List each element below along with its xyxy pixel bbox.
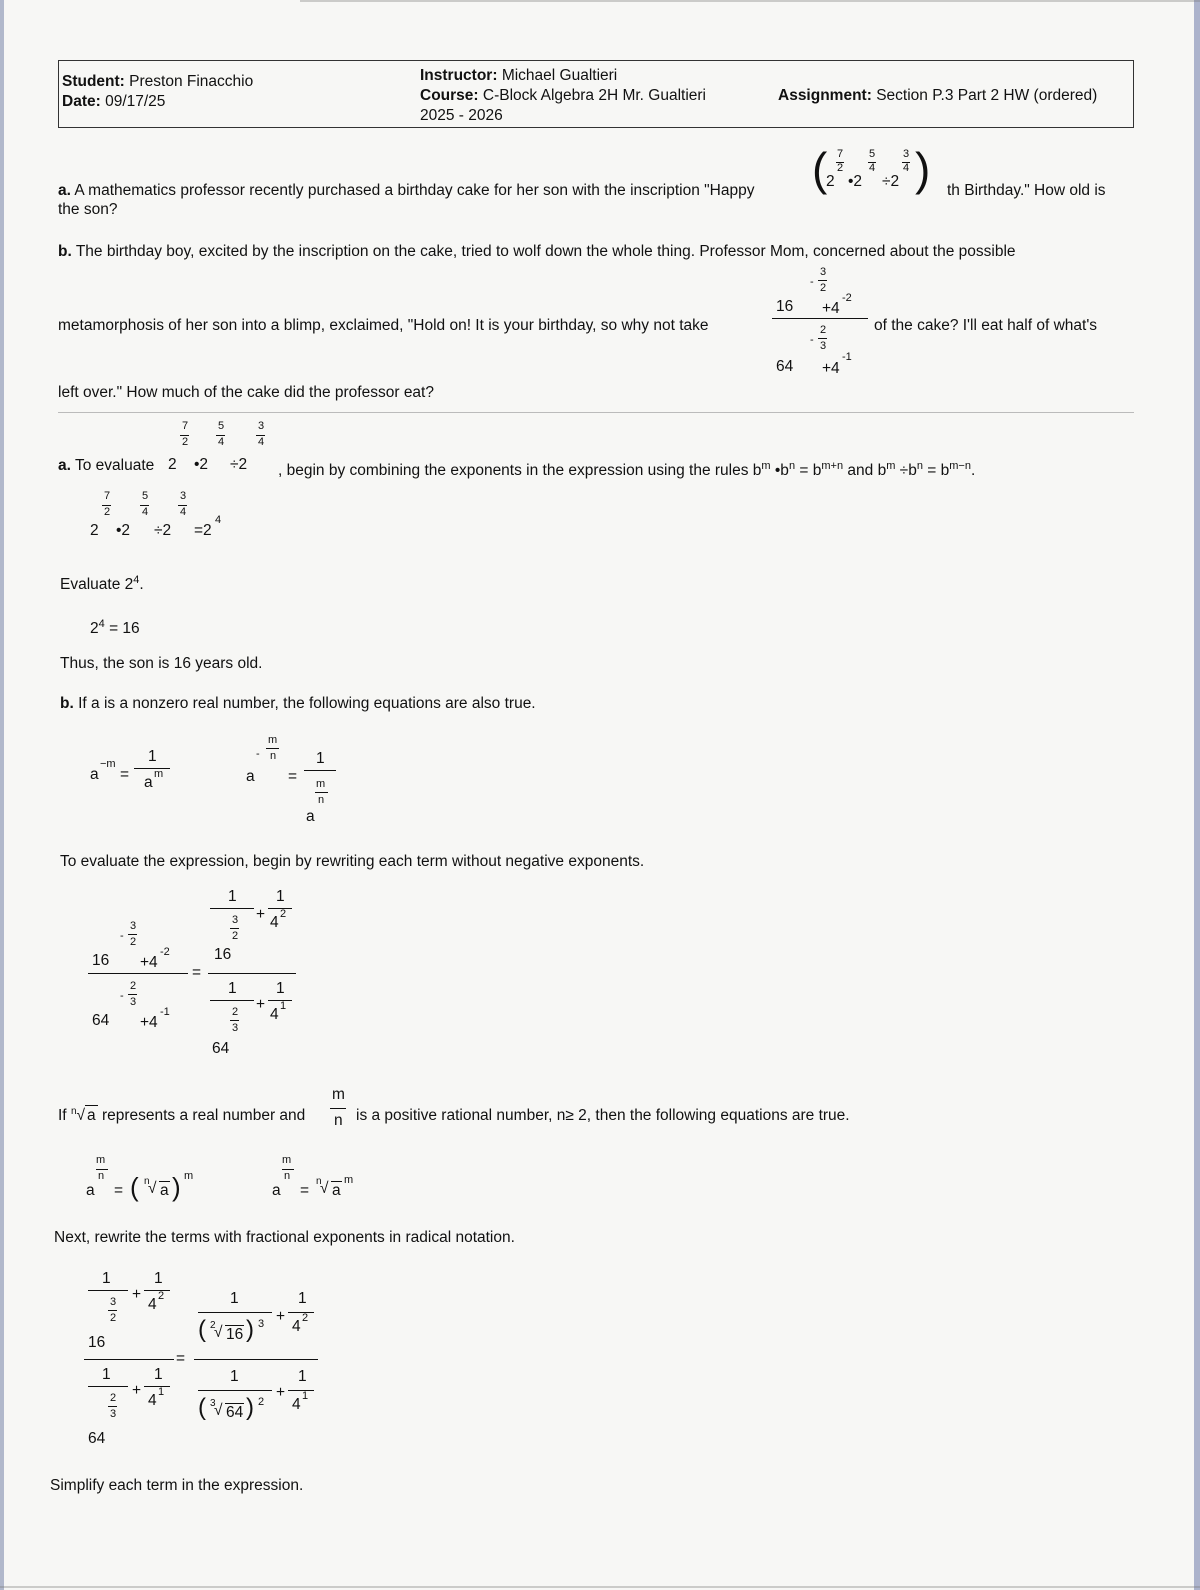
rewrite-radical-text: Next, rewrite the terms with fractional exponents in radical notation.	[54, 1229, 515, 1246]
assignment-line: Assignment: Section P.3 Part 2 HW (ordered)	[778, 87, 1098, 104]
radical-intro-3: is a positive rational number, n≥ 2, then the following equations are true.	[356, 1107, 850, 1124]
problem-b-text-2: metamorphosis of her son into a blimp, exclaimed, "Hold on! It is your birthday, so why not take	[58, 317, 709, 334]
instructor-line: Instructor: Michael Gualtieri	[420, 67, 618, 84]
radical-rule-1: a m n = ( n √ a ) m	[86, 1154, 194, 1202]
solution-b-intro: b. If a is a nonzero real number, the following equations are also true.	[60, 695, 536, 712]
year-line: 2025 - 2026	[420, 107, 503, 124]
problem-b-text-3: of the cake? I'll eat half of what's	[874, 317, 1098, 334]
problem-a-text: a. A mathematics professor recently purchased a birthday cake for her son with the inscription "Happy	[58, 182, 755, 199]
student-line: Student: Preston Finacchio	[62, 73, 254, 90]
simplify-text: Simplify each term in the expression.	[50, 1477, 304, 1494]
solution-a-intro: a. To evaluate	[58, 457, 155, 474]
scan-edge-left	[0, 0, 4, 1590]
solution-a-intro-2: , begin by combining the exponents in the expression using the rules $b^m$ $•b^n = b^{m+n}$ and $b^m \div b^n = b^{m-n}$.	[278, 460, 976, 480]
scan-edge-bottom	[0, 1586, 1200, 1588]
solution-a-expression: 2 7 2 •2 5 4 ÷2 3 4	[168, 420, 265, 473]
course-line: Course: C-Block Algebra 2H Mr. Gualtieri	[420, 87, 706, 104]
radical-intro-1: If $^n$√ a represents a real number and	[58, 1106, 306, 1125]
section-divider	[58, 412, 1134, 413]
solution-a-combined: 2 7 2 •2 5 4 ÷2 3 4 =2 4	[90, 490, 222, 539]
scan-edge-right	[1194, 0, 1200, 1590]
m-over-n-fraction: m n	[332, 1086, 345, 1129]
problem-a-text-end: th Birthday." How old is	[947, 182, 1106, 199]
rewrite-negative-expression: 3 - 2 16 +4 -2 2 - 3 64 +4 -1 = 1 3 2 16 + 1 4 2 1 2 3 64 + 1 4 1	[88, 884, 308, 1064]
problem-a-expression: ( 2 7 2 •2 5 4 ÷2 3 4 )	[812, 143, 931, 195]
problem-a-text-wrap: the son?	[58, 201, 118, 218]
scan-edge-top	[300, 0, 1200, 2]
problem-b-expression: 3 - 2 16 +4 -2 2 - 3 64 +4 -1	[770, 262, 870, 374]
radical-rule-2: a m n = n √ a m	[272, 1154, 354, 1199]
rewrite-radical-expression: 1 3 2 16 + 1 4 2 1 2 3 64 + 1 4 1 = 1 ( 2 √ 16 ) 3 + 1 4 2 1 ( 3 √ 64 ) 2 + 1 4 1	[84, 1264, 324, 1454]
conclusion-a: Thus, the son is 16 years old.	[60, 655, 263, 672]
negative-fractional-rule: a - m n = 1 m n a	[244, 730, 354, 830]
problem-b-text-4: left over." How much of the cake did the professor eat?	[58, 384, 434, 401]
problem-b-text: b. The birthday boy, excited by the inscription on the cake, tried to wolf down the whole thing. Professor Mom, concerned about the possible	[58, 243, 1016, 260]
date-line: Date: 09/17/25	[62, 93, 166, 110]
evaluate-result: $2^4 = 16$	[90, 618, 140, 638]
negative-exponent-rule: a −m = 1 a m	[90, 744, 180, 804]
evaluate-label: Evaluate $2^4$.	[60, 574, 144, 594]
rewrite-negative-text: To evaluate the expression, begin by rewriting each term without negative exponents.	[60, 853, 645, 870]
